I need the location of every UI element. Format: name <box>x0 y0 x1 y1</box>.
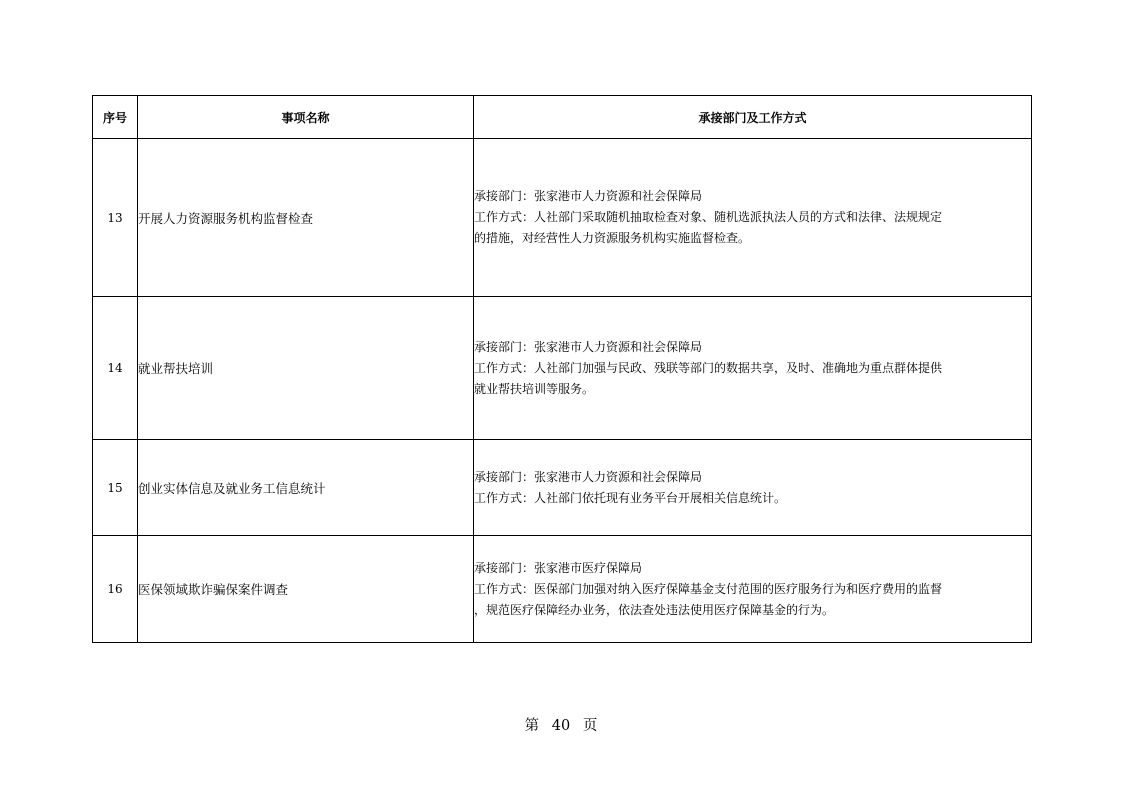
row-method-line-1: 工作方式：医保部门加强对纳入医疗保障基金支付范围的医疗服务行为和医疗费用的监督 <box>474 581 943 596</box>
table-row <box>93 536 1032 643</box>
row-department: 承接部门：张家港市人力资源和社会保障局 <box>474 469 703 484</box>
row-method-line-2: 的措施，对经营性人力资源服务机构实施监督检查。 <box>474 231 751 245</box>
table-row <box>93 440 1032 536</box>
table-row <box>93 139 1032 297</box>
row-department-method <box>474 139 1032 297</box>
row-department-method <box>474 440 1032 536</box>
row-department-method <box>474 297 1032 440</box>
row-matter-name: 就业帮扶培训 <box>138 297 474 440</box>
row-department-method <box>474 536 1032 643</box>
row-serial-no: 16 <box>93 536 138 643</box>
row-department: 承接部门：张家港市医疗保障局 <box>474 560 643 575</box>
table-header-row <box>93 96 1032 139</box>
matters-table <box>92 95 1032 643</box>
row-method-line-1: 工作方式：人社部门采取随机抽取检查对象、随机选派执法人员的方式和法律、法规规定 <box>474 210 943 224</box>
row-matter-name: 开展人力资源服务机构监督检查 <box>138 139 474 297</box>
row-matter-name: 创业实体信息及就业务工信息统计 <box>138 440 474 536</box>
page-number: 40 <box>551 718 571 734</box>
row-matter-name: 医保领域欺诈骗保案件调查 <box>138 536 474 643</box>
table-row <box>93 297 1032 440</box>
header-matter-name: 事项名称 <box>138 96 474 139</box>
header-department-method: 承接部门及工作方式 <box>474 96 1032 139</box>
row-method-line-1: 工作方式：人社部门加强与民政、残联等部门的数据共享，及时、准确地为重点群体提供 <box>474 360 943 375</box>
row-method-line-2: ，规范医疗保障经办业务，依法查处违法使用医疗保障基金的行为。 <box>474 602 835 617</box>
page-number-prefix: 第 <box>524 718 540 734</box>
header-serial-no: 序号 <box>93 96 138 139</box>
row-department: 承接部门：张家港市人力资源和社会保障局 <box>474 189 703 203</box>
row-serial-no: 13 <box>93 139 138 297</box>
row-method-line-2: 就业帮扶培训等服务。 <box>474 381 595 396</box>
page-number-footer <box>0 714 1122 735</box>
page-number-suffix: 页 <box>582 718 598 734</box>
row-method-line-1: 工作方式：人社部门依托现有业务平台开展相关信息统计。 <box>474 490 787 505</box>
row-department: 承接部门：张家港市人力资源和社会保障局 <box>474 339 703 354</box>
row-serial-no: 14 <box>93 297 138 440</box>
row-serial-no: 15 <box>93 440 138 536</box>
